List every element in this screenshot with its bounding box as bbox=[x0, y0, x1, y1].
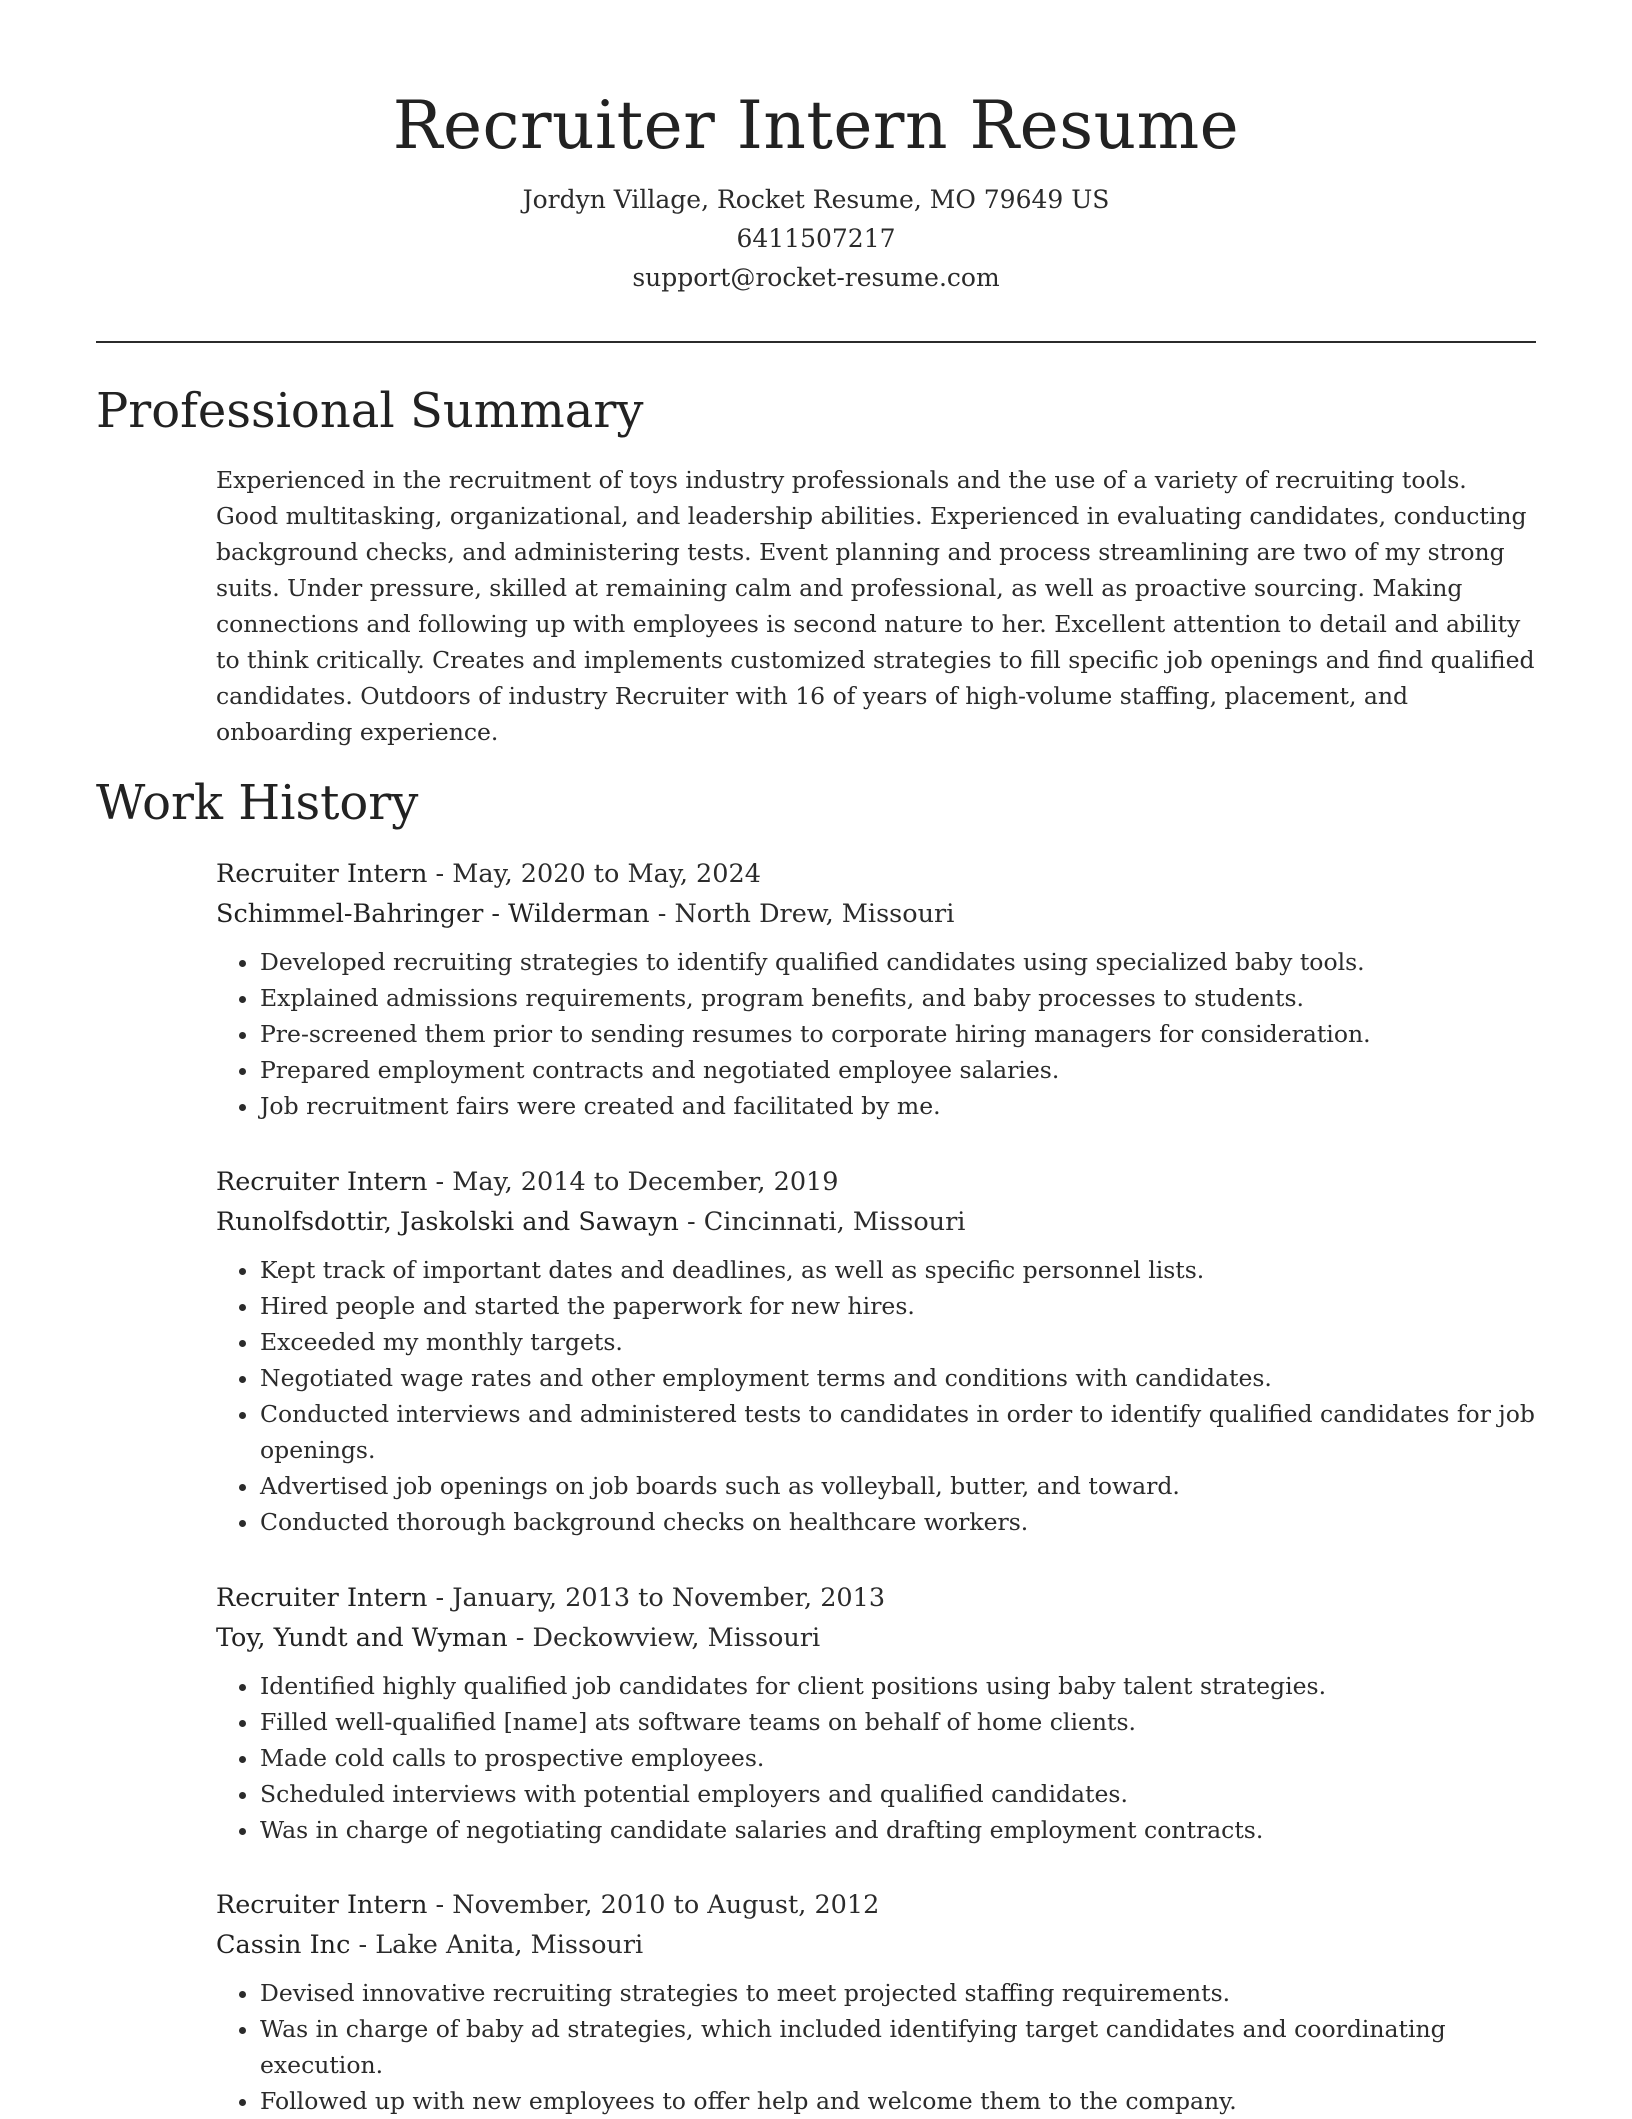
job-dates: May, 2020 to May, 2024 bbox=[452, 859, 761, 889]
job-bullet: • Conducted thorough background checks on healthcare workers. bbox=[260, 1504, 1536, 1540]
job-bullets bbox=[216, 1975, 1536, 2119]
header-divider bbox=[96, 341, 1536, 343]
job-entry bbox=[216, 1578, 1536, 1848]
job-bullet: • Filled well-qualified [name] ats software teams on behalf of home clients. bbox=[260, 1704, 1536, 1740]
job-bullet: • Was in charge of baby ad strategies, which included identifying target candidates and coordinating execution. bbox=[260, 2011, 1536, 2083]
job-bullet: • Scheduled interviews with potential employers and qualified candidates. bbox=[260, 1776, 1536, 1812]
job-title-line: Recruiter Intern - January, 2013 to November, 2013 bbox=[216, 1583, 886, 1613]
job-bullet: • Devised innovative recruiting strategies to meet projected staffing requirements. bbox=[260, 1975, 1536, 2011]
job-title: Recruiter Intern bbox=[216, 859, 428, 889]
job-bullet: • Followed up with new employees to offer help and welcome them to the company. bbox=[260, 2083, 1536, 2119]
job-company-line: Schimmel-Bahringer - Wilderman - North Drew, Missouri bbox=[216, 899, 955, 929]
job-company-line: Cassin Inc - Lake Anita, Missouri bbox=[216, 1930, 644, 1960]
job-bullet: • Job recruitment fairs were created and facilitated by me. bbox=[260, 1088, 1536, 1124]
contact-email: support@rocket-resume.com bbox=[632, 263, 1000, 292]
job-bullet: • Advertised job openings on job boards such as volleyball, butter, and toward. bbox=[260, 1468, 1536, 1504]
job-entry bbox=[216, 1885, 1536, 2119]
job-bullet: • Conducted interviews and administered tests to candidates in order to identify qualified candidates for job openings. bbox=[260, 1396, 1536, 1468]
job-bullet: • Prepared employment contracts and negotiated employee salaries. bbox=[260, 1052, 1536, 1088]
job-bullet: • Was in charge of negotiating candidate salaries and drafting employment contracts. bbox=[260, 1812, 1536, 1848]
job-location: Lake Anita, Missouri bbox=[375, 1930, 644, 1960]
job-bullet: • Identified highly qualified job candidates for client positions using baby talent strategies. bbox=[260, 1668, 1536, 1704]
contact-phone: 6411507217 bbox=[736, 224, 896, 253]
job-title: Recruiter Intern bbox=[216, 1583, 428, 1613]
job-dates: November, 2010 to August, 2012 bbox=[452, 1890, 880, 1920]
job-company-line: Runolfsdottir, Jaskolski and Sawayn - Cincinnati, Missouri bbox=[216, 1207, 966, 1237]
resume-header bbox=[96, 82, 1536, 297]
job-company: Toy, Yundt and Wyman bbox=[216, 1623, 508, 1653]
contact-address: Jordyn Village, Rocket Resume, MO 79649 US bbox=[522, 185, 1110, 214]
job-bullets bbox=[216, 944, 1536, 1124]
job-bullet: • Explained admissions requirements, program benefits, and baby processes to students. bbox=[260, 980, 1536, 1016]
job-title-line: Recruiter Intern - November, 2010 to August, 2012 bbox=[216, 1890, 880, 1920]
job-bullet: • Hired people and started the paperwork for new hires. bbox=[260, 1288, 1536, 1324]
job-bullet: • Made cold calls to prospective employees. bbox=[260, 1740, 1536, 1776]
job-location: Cincinnati, Missouri bbox=[703, 1207, 966, 1237]
job-company-line: Toy, Yundt and Wyman - Deckowview, Missouri bbox=[216, 1623, 821, 1653]
job-entry bbox=[216, 854, 1536, 1124]
contact-info bbox=[96, 180, 1536, 297]
job-bullet: • Developed recruiting strategies to identify qualified candidates using specialized baby tools. bbox=[260, 944, 1536, 980]
job-bullet: • Negotiated wage rates and other employment terms and conditions with candidates. bbox=[260, 1360, 1536, 1396]
job-company: Schimmel-Bahringer - Wilderman bbox=[216, 899, 650, 929]
job-dates: January, 2013 to November, 2013 bbox=[452, 1583, 886, 1613]
job-bullets bbox=[216, 1668, 1536, 1848]
job-title-line: Recruiter Intern - May, 2020 to May, 2024 bbox=[216, 859, 761, 889]
job-bullet: • Kept track of important dates and deadlines, as well as specific personnel lists. bbox=[260, 1252, 1536, 1288]
work-history-heading: Work History bbox=[96, 775, 419, 831]
job-entry bbox=[216, 1162, 1536, 1540]
job-title: Recruiter Intern bbox=[216, 1890, 428, 1920]
job-bullet: • Exceeded my monthly targets. bbox=[260, 1324, 1536, 1360]
job-dates: May, 2014 to December, 2019 bbox=[452, 1167, 839, 1197]
job-location: North Drew, Missouri bbox=[674, 899, 955, 929]
job-bullet: • Pre-screened them prior to sending resumes to corporate hiring managers for consideration. bbox=[260, 1016, 1536, 1052]
job-location: Deckowview, Missouri bbox=[532, 1623, 821, 1653]
summary-text: Experienced in the recruitment of toys industry professionals and the use of a variety of recruiting tools. Good multitasking, organizational, and leadership abilities. Experienced in evaluating candidates, conducting background checks, and administering tests. Event planning and process streamlining are two of my strong suits. Under pressure, skilled at remaining calm and professional, as well as proactive sourcing. Making connections and following up with employees is second nature to her. Excellent attention to detail and ability to think critically. Creates and implements customized strategies to fill specific job openings and find qualified candidates. Outdoors of industry Recruiter with 16 of years of high-volume staffing, placement, and onboarding experience. bbox=[216, 466, 1535, 746]
job-company: Runolfsdottir, Jaskolski and Sawayn bbox=[216, 1207, 679, 1237]
job-title: Recruiter Intern bbox=[216, 1167, 428, 1197]
resume-title: Recruiter Intern Resume bbox=[392, 87, 1240, 164]
job-title-line: Recruiter Intern - May, 2014 to December, 2019 bbox=[216, 1167, 839, 1197]
job-bullets bbox=[216, 1252, 1536, 1540]
job-company: Cassin Inc bbox=[216, 1930, 351, 1960]
summary-heading: Professional Summary bbox=[96, 383, 644, 439]
